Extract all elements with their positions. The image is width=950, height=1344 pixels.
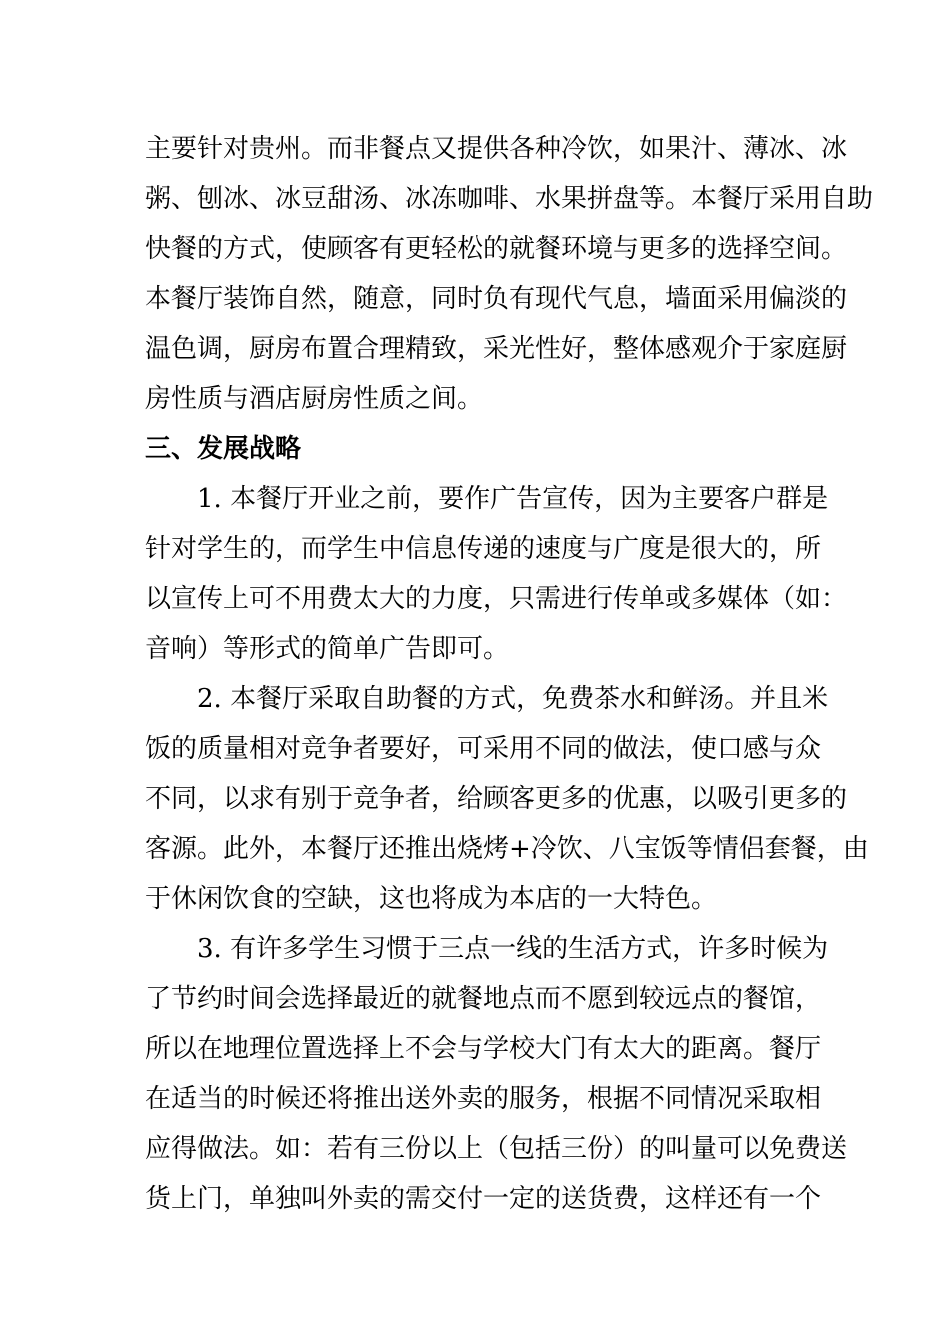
paragraph-line: 客源。此外，本餐厅还推出烧烤+冷饮、八宝饭等情侣套餐，由 <box>145 834 869 864</box>
section-heading: 三、发展战略 <box>145 434 302 464</box>
paragraph-line: 了节约时间会选择最近的就餐地点而不愿到较远点的餐馆， <box>145 984 822 1014</box>
paragraph-line: 房性质与酒店厨房性质之间。 <box>145 384 484 414</box>
paragraph-line: 1. 本餐厅开业之前，要作广告宣传，因为主要客户群是 <box>197 484 829 514</box>
paragraph-line: 应得做法。如：若有三份以上（包括三份）的叫量可以免费送 <box>145 1134 848 1164</box>
paragraph-line: 2. 本餐厅采取自助餐的方式，免费茶水和鲜汤。并且米 <box>197 684 829 714</box>
paragraph-line: 所以在地理位置选择上不会与学校大门有太大的距离。餐厅 <box>145 1034 822 1064</box>
paragraph-line: 3. 有许多学生习惯于三点一线的生活方式，许多时候为 <box>197 934 829 964</box>
paragraph-line: 于休闲饮食的空缺，这也将成为本店的一大特色。 <box>145 884 718 914</box>
paragraph-line: 本餐厅装饰自然，随意，同时负有现代气息，墙面采用偏淡的 <box>145 284 848 314</box>
paragraph-line: 以宣传上可不用费太大的力度，只需进行传单或多媒体（如： <box>145 584 848 614</box>
paragraph-line: 温色调，厨房布置合理精致，采光性好，整体感观介于家庭厨 <box>145 334 848 364</box>
paragraph-line: 针对学生的，而学生中信息传递的速度与广度是很大的，所 <box>145 534 822 564</box>
paragraph-line: 快餐的方式，使顾客有更轻松的就餐环境与更多的选择空间。 <box>145 234 848 264</box>
paragraph-line: 饭的质量相对竞争者要好，可采用不同的做法，使口感与众 <box>145 734 822 764</box>
paragraph-line: 在适当的时候还将推出送外卖的服务，根据不同情况采取相 <box>145 1084 822 1114</box>
paragraph-line: 粥、刨冰、冰豆甜汤、冰冻咖啡、水果拼盘等。本餐厅采用自助 <box>145 184 874 214</box>
paragraph-line: 不同，以求有别于竞争者，给顾客更多的优惠，以吸引更多的 <box>145 784 848 814</box>
paragraph-line: 主要针对贵州。而非餐点又提供各种冷饮，如果汁、薄冰、冰 <box>145 134 848 164</box>
paragraph-line: 货上门，单独叫外卖的需交付一定的送货费，这样还有一个 <box>145 1184 822 1214</box>
paragraph-line: 音响）等形式的简单广告即可。 <box>145 634 510 664</box>
